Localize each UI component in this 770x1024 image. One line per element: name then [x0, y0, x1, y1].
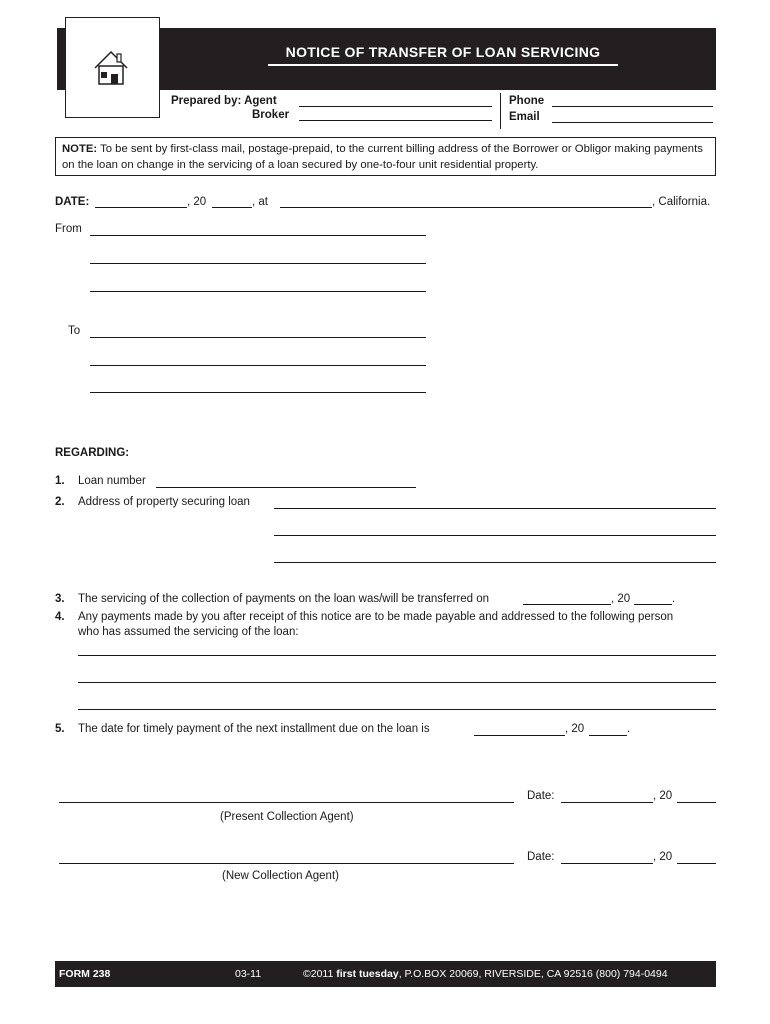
form-number: FORM 238: [59, 968, 111, 980]
signature-1-year-field[interactable]: [677, 802, 716, 803]
to-line-2[interactable]: [90, 365, 426, 366]
property-address-line-2[interactable]: [274, 535, 716, 536]
item-4-text: Any payments made by you after receipt of this notice are to be made payable and addressed to the following person: [78, 611, 674, 623]
title-underline: [268, 64, 618, 66]
note-label: NOTE:: [62, 143, 98, 155]
date-year-prefix: , 20: [187, 196, 207, 208]
regarding-label: REGARDING:: [55, 447, 130, 459]
item-3-end: .: [672, 593, 676, 605]
brand-name: first tuesday: [336, 968, 399, 980]
transfer-date-field[interactable]: [523, 604, 611, 605]
item-4-text-2: who has assumed the servicing of the loan:: [78, 626, 299, 638]
email-field[interactable]: [552, 122, 713, 123]
broker-label: Broker: [252, 109, 290, 121]
installment-year-field[interactable]: [589, 735, 627, 736]
from-line-3[interactable]: [90, 291, 426, 292]
note-box: [55, 137, 716, 176]
date-field[interactable]: [95, 207, 187, 208]
to-line-1[interactable]: [90, 337, 426, 338]
house-icon: [91, 48, 131, 88]
signature-2-date-label: Date:: [527, 851, 555, 863]
new-agent-caption: (New Collection Agent): [222, 870, 339, 882]
agent-field[interactable]: [299, 106, 492, 107]
signature-2-date-field[interactable]: [561, 863, 653, 864]
from-label: From: [55, 223, 82, 235]
date-label: DATE:: [55, 196, 90, 208]
signature-1-year-prefix: , 20: [653, 790, 673, 802]
transfer-year-field[interactable]: [634, 604, 672, 605]
property-address-line-1[interactable]: [274, 508, 716, 509]
from-line-2[interactable]: [90, 263, 426, 264]
note-text: To be sent by first-class mail, postage-prepaid, to the current billing address of the Borrower or Obligor making payments on the loan on change in the servicing of a loan secured by one-to-four unit residential property.: [62, 143, 703, 171]
item-5-year-prefix: , 20: [565, 723, 585, 735]
signature-2-year-field[interactable]: [677, 863, 716, 864]
to-label: To: [68, 325, 81, 337]
present-agent-caption: (Present Collection Agent): [220, 811, 354, 823]
new-servicer-line-1[interactable]: [78, 655, 716, 656]
header-divider: [500, 93, 501, 129]
phone-label: Phone: [509, 95, 545, 107]
form-title: NOTICE OF TRANSFER OF LOAN SERVICING: [285, 44, 601, 60]
item-5-text: The date for timely payment of the next installment due on the loan is: [78, 723, 430, 735]
to-line-3[interactable]: [90, 392, 426, 393]
installment-date-field[interactable]: [474, 735, 565, 736]
new-servicer-line-2[interactable]: [78, 682, 716, 683]
new-servicer-line-3[interactable]: [78, 709, 716, 710]
broker-field[interactable]: [299, 120, 492, 121]
logo-box: [65, 17, 160, 118]
present-agent-signature-line[interactable]: [59, 802, 514, 803]
agent-label: Prepared by: Agent: [171, 95, 277, 107]
loan-number-field[interactable]: [156, 487, 416, 488]
new-agent-signature-line[interactable]: [59, 863, 514, 864]
state-text: , California.: [652, 196, 711, 208]
item-1-number: 1.: [55, 475, 65, 487]
item-5-end: .: [627, 723, 631, 735]
item-5-number: 5.: [55, 723, 65, 735]
date-at: , at: [252, 196, 268, 208]
city-field[interactable]: [280, 207, 652, 208]
item-3-text: The servicing of the collection of payments on the loan was/will be transferred on: [78, 593, 490, 605]
item-4-number: 4.: [55, 611, 65, 623]
signature-1-date-field[interactable]: [561, 802, 653, 803]
item-1-text: Loan number: [78, 475, 146, 487]
property-address-line-3[interactable]: [274, 562, 716, 563]
signature-1-date-label: Date:: [527, 790, 555, 802]
phone-field[interactable]: [552, 106, 713, 107]
footer-bar: [55, 961, 716, 987]
publisher-address: , P.O.BOX 20069, RIVERSIDE, CA 92516 (800) 794-0494: [398, 968, 668, 980]
email-label: Email: [509, 111, 540, 123]
item-2-number: 2.: [55, 496, 65, 508]
copyright: ©2011: [303, 968, 334, 980]
footer-copyright-line: [303, 968, 668, 980]
item-2-text: Address of property securing loan: [78, 496, 250, 508]
signature-2-year-prefix: , 20: [653, 851, 673, 863]
date-year-field[interactable]: [212, 207, 252, 208]
from-line-1[interactable]: [90, 235, 426, 236]
item-3-year-prefix: , 20: [611, 593, 631, 605]
form-revision: 03-11: [235, 968, 262, 980]
item-3-number: 3.: [55, 593, 65, 605]
